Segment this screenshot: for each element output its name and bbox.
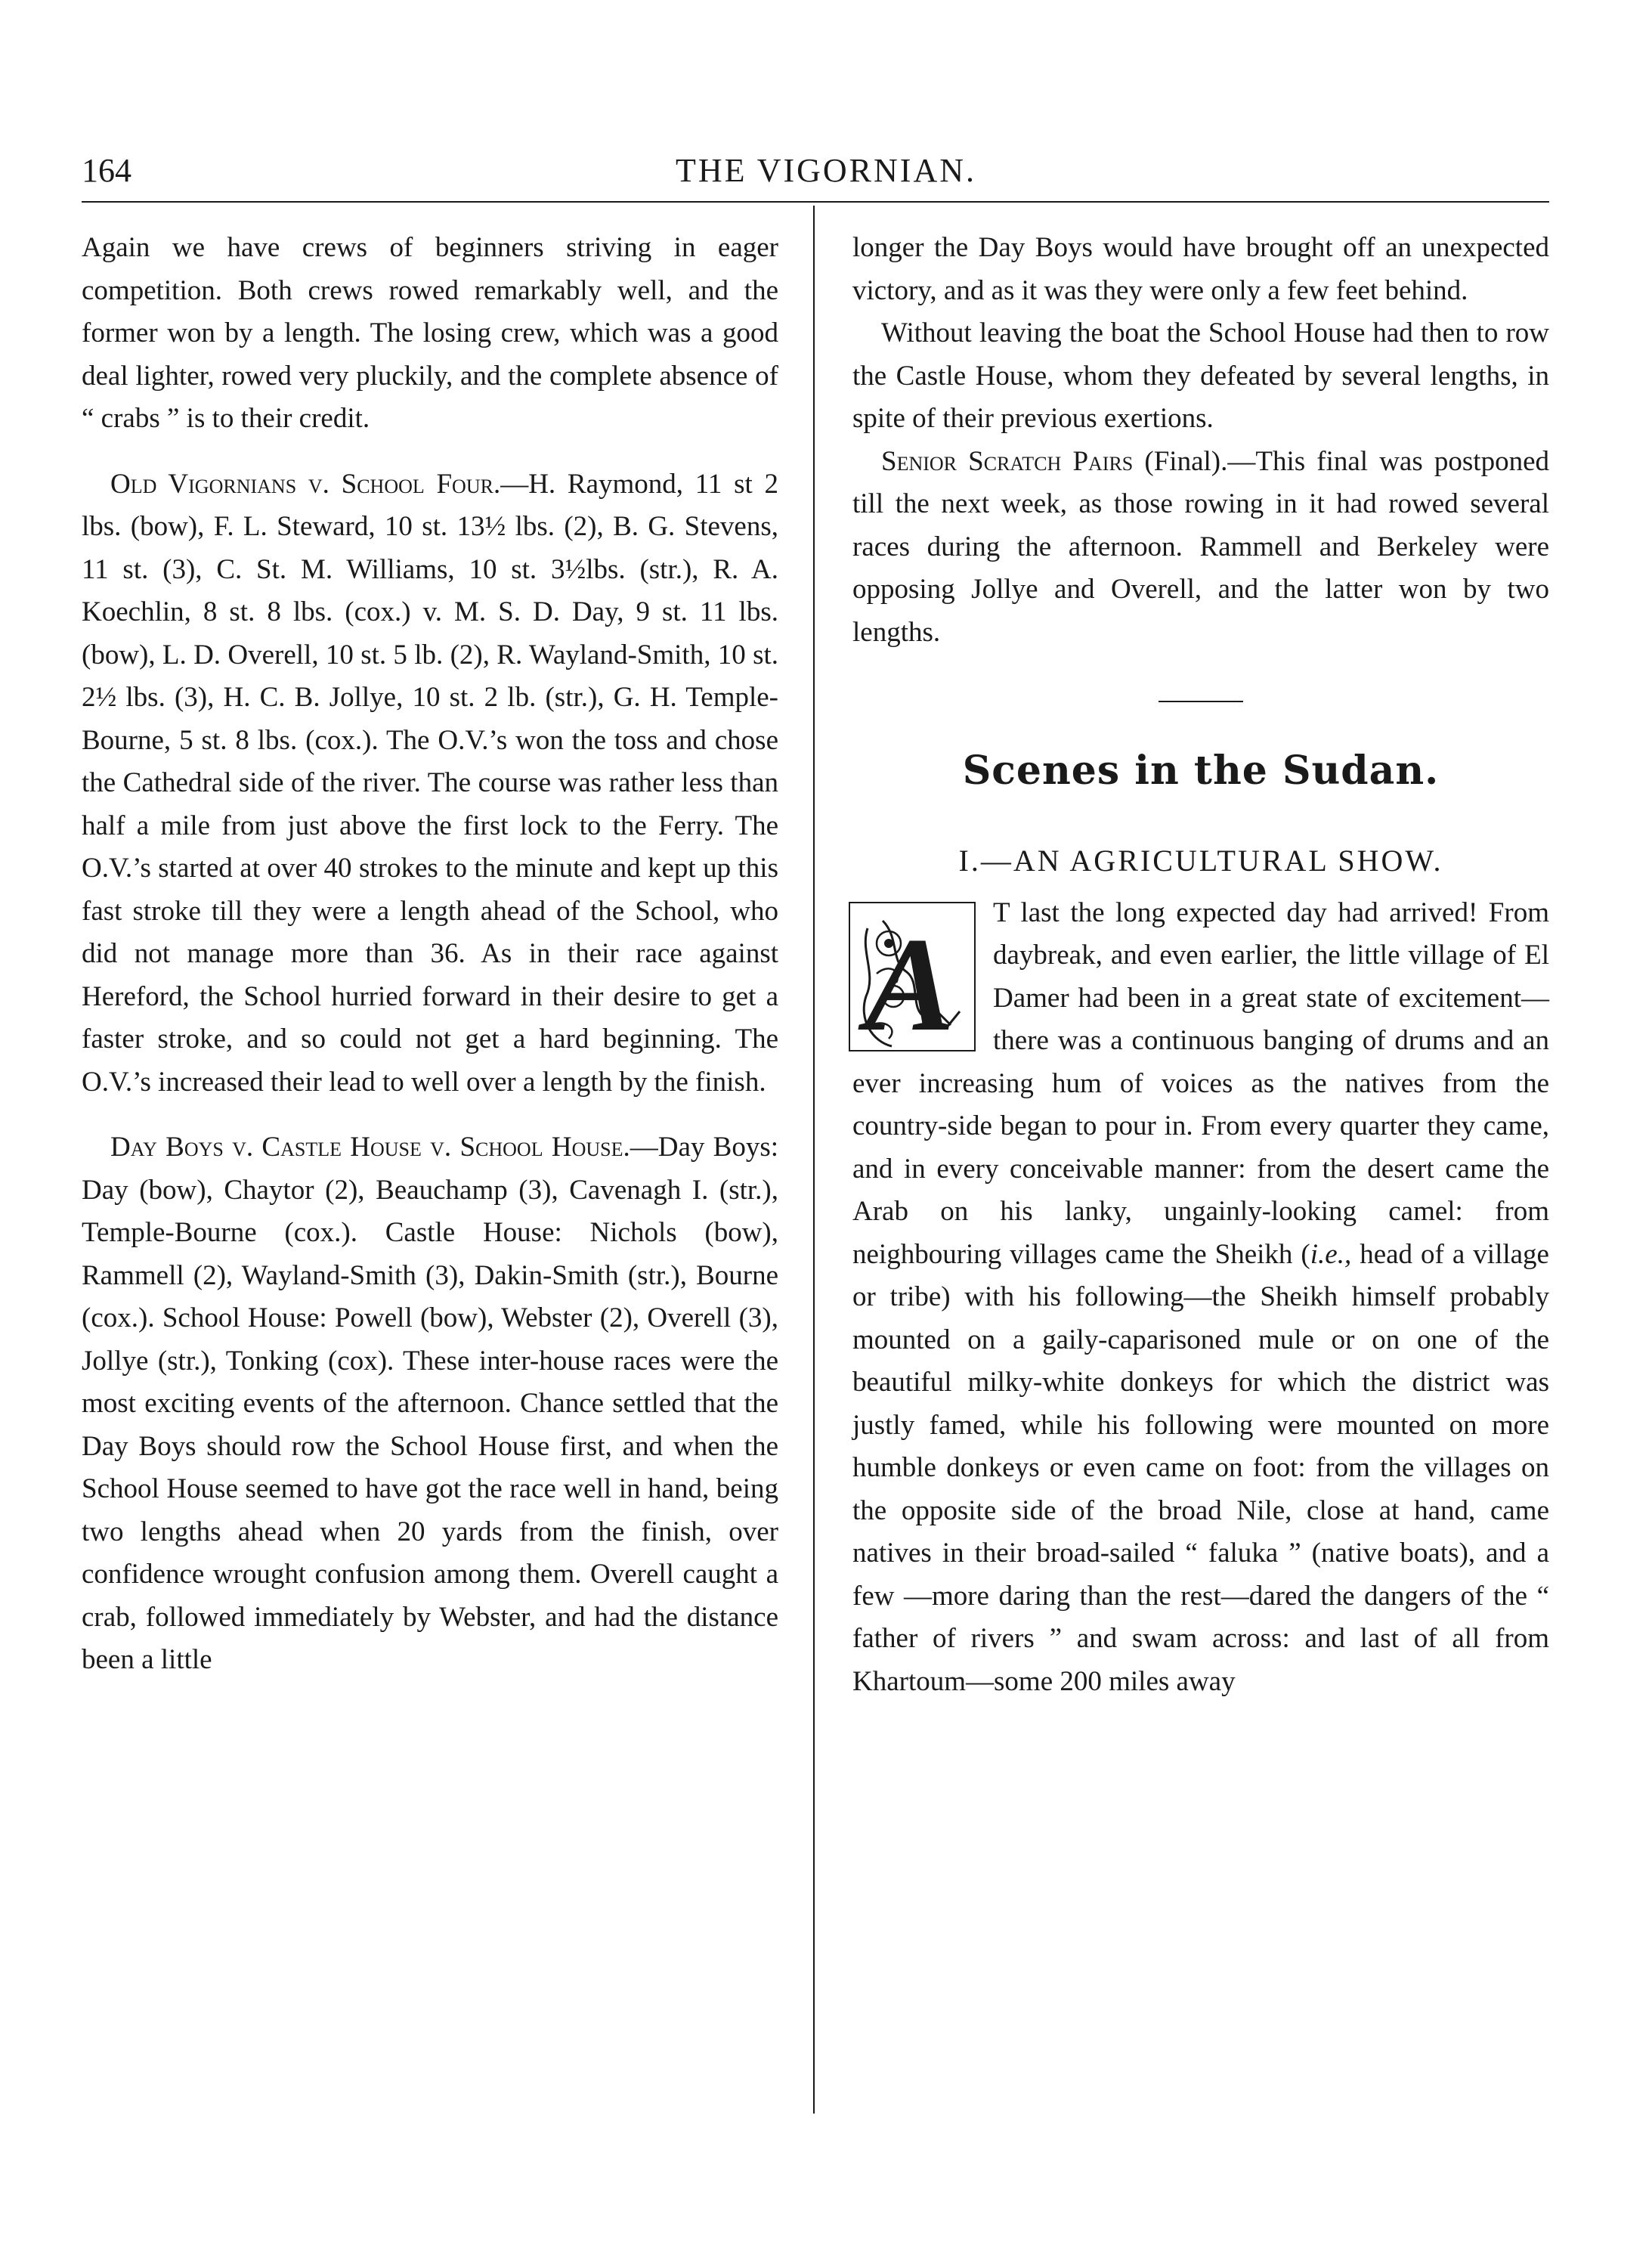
header-rule xyxy=(82,201,1549,203)
race-text-senior-scratch: (Final).—This final was postponed till the next week, as those rowing in it had rowed several races during the afternoon. Rammell and Berkeley were opposing Jollye and Overell, and the latter won by two lengths. xyxy=(852,445,1549,648)
paragraph-senior-scratch xyxy=(852,441,1549,655)
dropcap-letter: A xyxy=(865,909,955,1057)
left-column xyxy=(82,227,778,1682)
dropcap xyxy=(846,898,981,1057)
race-heading-day-boys: Day Boys v. Castle House v. School House. xyxy=(110,1132,630,1163)
paragraph-castle-house: Without leaving the boat the School House had then to row the Castle House, whom they defeated by several lengths, in spite of their previous exertions. xyxy=(852,317,1549,434)
ie-abbreviation: i.e., xyxy=(1310,1238,1352,1270)
page-number: 164 xyxy=(82,152,131,189)
race-text-day-boys: —Day Boys: Day (bow), Chaytor (2), Beauchamp (3), Cavenagh I. (str.), Temple-Bourne (cox.). Castle House: Nichols (bow), Rammell (2), Wayland-Smith (3), Dakin-Smith (str.), Bourne (cox.). School House: Powell (bow), Webster (2), Overell (3), Jollye (str.), Tonking (cox). These inter-house races were the most exciting events of the afternoon. Chance settled that the Day Boys should row the School House first, and when the School House seemed to have got the race well in hand, being two lengths ahead when 20 yards from the finish, over confidence wrought confusion among them. Overell caught a crab, followed immediately by Webster, and had the distance been a little xyxy=(82,1132,778,1675)
section-divider-rule xyxy=(1159,701,1243,702)
race-heading-senior-scratch: Senior Scratch Pairs xyxy=(881,445,1134,477)
opening-text: T last the long expected day had arrived! From daybreak, and even earlier, the little village of El Damer had been in a great state of excitement—there was a continuous banging of drums and an ever increasing hum of voices as the natives from the country-side began to pour in. From every quarter they came, and in every conceivable manner: from the desert came the Arab on his lanky, ungainly-looking camel: from neighbouring villages came the Sheikh ( xyxy=(852,897,1549,1270)
column-divider xyxy=(813,206,815,2114)
paragraph-old-vigornians xyxy=(82,463,778,1104)
race-heading-old-vigornians: Old Vigornians v. School Four. xyxy=(110,468,501,500)
section-heading: I.—AN AGRICULTURAL SHOW. xyxy=(958,844,1443,878)
paragraph-day-boys xyxy=(82,1126,778,1682)
paragraph-continued: longer the Day Boys would have brought off an unexpected victory, and as it was they were only a few feet behind. xyxy=(852,232,1549,306)
page-header xyxy=(0,151,1652,204)
running-title: THE VIGORNIAN. xyxy=(675,152,977,189)
article-title: Scenes in the Sudan. xyxy=(962,748,1440,794)
opening-text-continued: head of a village or tribe) with his following—the Sheikh himself probably mounted on a gaily-caparisoned mule or on one of the beautiful milky-white donkeys for which the district was justly famed, while his following were mounted on more humble donkeys or even came on foot: from the villages on the opposite side of the broad Nile, close at hand, came natives in their broad-sailed “ faluka ” (native boats), and a few —more daring than the rest—dared the dangers of the “ father of rivers ” and swam across: and last of all from Khartoum—some 200 miles away xyxy=(852,1238,1549,1697)
race-text-old-vigornians: —H. Raymond, 11 st 2 lbs. (bow), F. L. Steward, 10 st. 13½ lbs. (2), B. G. Stevens, 11 st. (3), C. St. M. Williams, 10 st. 3½lbs. (str.), R. A. Koechlin, 8 st. 8 lbs. (cox.) v. M. S. D. Day, 9 st. 11 lbs. (bow), L. D. Overell, 10 st. 5 lb. (2), R. Wayland-Smith, 10 st. 2½ lbs. (3), H. C. B. Jollye, 10 st. 2 lb. (str.), G. H. Temple-Bourne, 5 st. 8 lbs. (cox.). The O.V.’s won the toss and chose the Cathedral side of the river. The course was rather less than half a mile from just above the first lock to the Ferry. The O.V.’s started at over 40 strokes to the minute and kept up this fast stroke till they were a length ahead of the School, who did not manage more than 36. As in their race against Hereford, the School hurried forward in their desire to get a faster stroke, and so could not get a hard beginning. The O.V.’s increased their lead to well over a length by the finish. xyxy=(82,468,778,1098)
ornamental-dropcap-icon xyxy=(846,898,981,1057)
paragraph-opening xyxy=(852,892,1549,1704)
paragraph-beginners: Again we have crews of beginners striving in eager competition. Both crews rowed remarkably well, and the former won by a length. The losing crew, which was a good deal lighter, rowed very pluckily, and the complete absence of “ crabs ” is to their credit. xyxy=(82,232,778,434)
right-column xyxy=(852,227,1549,1703)
